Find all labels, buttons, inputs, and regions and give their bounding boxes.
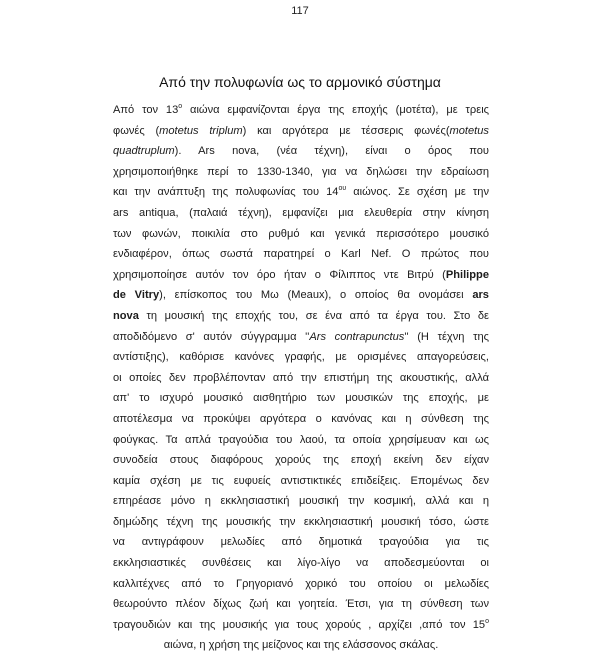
bold-term: ars <box>472 289 489 302</box>
superscript: ο <box>178 103 183 110</box>
bold-term: de Vitry <box>113 289 160 302</box>
italic-term: motetus triplum <box>159 124 243 137</box>
text-run: τη μουσική της εποχής του, σε ένα από τα έργα του. Στο δε <box>138 309 489 322</box>
text-line: ars antiqua, (παλαιά τέχνη), εμφανίζει μια ελευθερία στην κίνηση <box>113 206 489 219</box>
text-run: αιώνος. Σε σχέση με την <box>346 186 489 199</box>
text-line <box>113 100 489 121</box>
italic-term: quadtruplum <box>113 145 175 158</box>
text-line: επηρέασε μόνο η εκκλησιαστική μουσική την κοσμική, αλλά και η <box>113 495 489 508</box>
text-line: θεωρούντο πλέον δίχως ζωή και γοητεία. Έτσι, για τη σύνθεση των <box>113 598 489 611</box>
superscript: ο <box>485 617 489 625</box>
text-line: καλλιτέχνες από το Γρηγοριανό χορικό του οποίου οι μελωδίες <box>113 577 489 590</box>
italic-term: motetus <box>449 124 489 137</box>
text-line <box>113 285 489 306</box>
text-line <box>113 615 489 636</box>
text-line: να αντιγράφουν μελωδίες από δημοτικά τραγούδια για τις <box>113 536 489 549</box>
superscript: ου <box>338 185 347 193</box>
text-line <box>113 182 489 203</box>
text-line <box>113 306 489 327</box>
text-run: ). Ars nova, (νέα τέχνη), είναι ο όρος που <box>174 145 489 158</box>
text-line: εκκλησιαστικές συνθέσεις και λίγο-λίγο να αποδεσμεύονται οι <box>113 557 489 570</box>
text-line: συνοδεία στους διαφόρους χορούς της εποχή εκείνη δεν είχαν <box>113 454 489 467</box>
text-line: χρησιμοποιήθηκε περί το 1330-1340, για να δηλώσει την εδραίωση <box>113 165 489 178</box>
text-line: φούγκας. Τα απλά τραγούδια του λαού, τα οποία χρησίμευαν και ως <box>113 433 489 446</box>
page-number: 117 <box>291 5 309 17</box>
text-run: αποδιδόμενο σ' αυτόν σύγγραμμα '' <box>113 330 310 343</box>
text-run: Από τον 13 <box>113 104 179 116</box>
text-line: οι οποίες δεν προβλέπονταν από την επιστήμη της ακουστικής, αλλά <box>113 371 489 384</box>
text-line <box>113 327 489 348</box>
text-line: απ' το ισχυρό μουσικό αισθητήριο των μουσικών της εποχής, με <box>113 392 489 405</box>
text-run: χρησιμοποίησε αυτόν τον όρο ήταν ο Φίλιππος ντε Βιτρύ ( <box>113 268 446 281</box>
text-line <box>113 265 489 286</box>
text-line: των φωνών, ποικιλία στο ρυθμό και γενικά περισσότερο μουσικό <box>113 227 489 240</box>
bold-term: nova <box>113 309 139 322</box>
text-line: δημώδης τέχνη της μουσικής την εκκλησιαστική μουσική τόσο, ώστε <box>113 515 489 528</box>
bold-term: Philippe <box>445 268 489 281</box>
text-line: αντίστιξης), καθόρισε κανόνες γραφής, με ορισμένες απαγορεύσεις, <box>113 351 489 364</box>
text-run: ) και αργότερα με τέσσερις φωνές( <box>242 124 450 137</box>
text-run: και την ανάπτυξη της πολυφωνίας του 14 <box>113 186 339 199</box>
text-run: φωνές ( <box>113 124 160 137</box>
text-line: αιώνα, η χρήση της μείζονος και της ελάσσονος σκάλας. <box>163 639 439 652</box>
italic-term: Ars contrapunctus <box>309 330 405 343</box>
text-line: καμία σχέση με τις ευφυείς αντιστικτικές επιδείξεις. Επομένως δεν <box>113 474 489 487</box>
section-heading: Από την πολυφωνία ως το αρμονικό σύστημα <box>159 74 441 90</box>
text-line: αποτέλεσμα να προκύψει αργότερα ο κανόνας και η σύνθεση της <box>113 412 489 425</box>
body-paragraph <box>113 100 489 656</box>
text-run: τραγουδιών και της μουσικής για τους χορούς , αρχίζει ,από τον 15 <box>113 618 486 631</box>
text-run: '' (Η τέχνη της <box>404 330 489 343</box>
text-line <box>113 121 489 142</box>
text-run: ), επίσκοπος του Μω (Meaux), ο οποίος θα ονομάσει <box>159 289 473 302</box>
text-line <box>113 141 489 162</box>
text-run: αιώνα εμφανίζονται έργα της εποχής (μοτέτα), με τρεις <box>182 104 490 116</box>
text-line: ενδιαφέρον, όπως σωστά παρατηρεί ο Karl Nef. Ο πρώτος που <box>113 248 489 261</box>
